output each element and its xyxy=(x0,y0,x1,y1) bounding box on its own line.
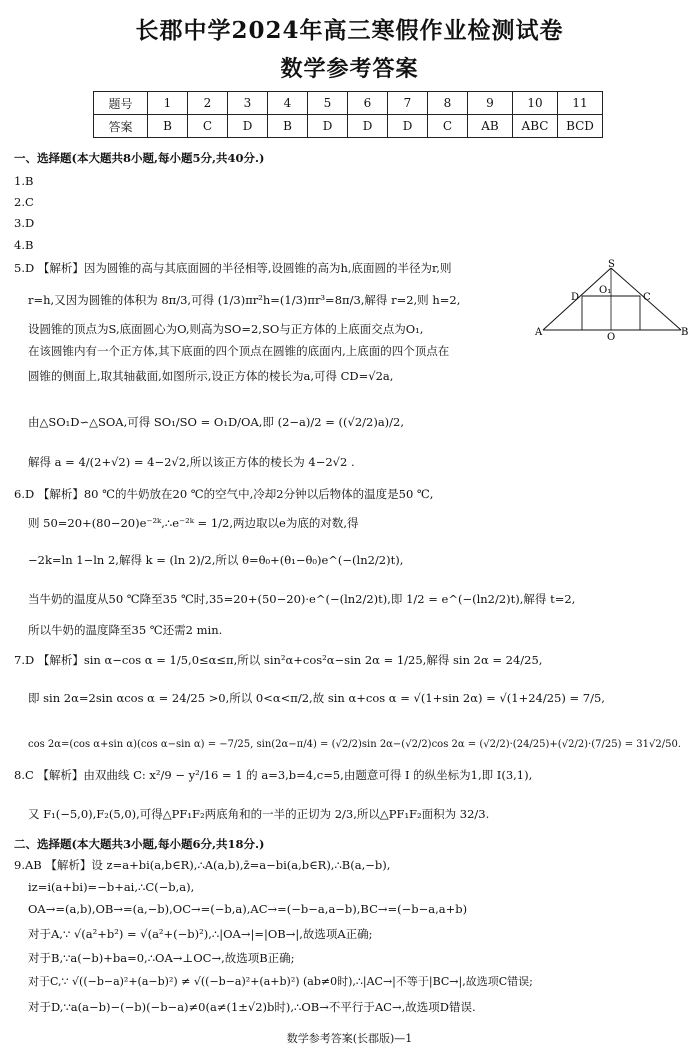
q7-line: 即 sin 2α=2sin αcos α = 24/25 >0,所以 0<α<π/2,故 sin α+cos α = √(1+sin 2α) = √(1+24/25) = 7/5, xyxy=(28,691,605,705)
table-cell: 10 xyxy=(513,92,558,115)
table-cell: C xyxy=(428,115,468,138)
table-header-cell: 答案 xyxy=(94,115,148,138)
q5-line: 由△SO₁D∽△SOA,可得 SO₁/SO = O₁D/OA,即 (2−a)/2 = ((√2/2)a)/2, xyxy=(28,415,405,429)
answer-table xyxy=(93,91,603,138)
table-cell: 11 xyxy=(558,92,603,115)
q9-line: OA→=(a,b),OB→=(a,−b),OC→=(−b,a),AC→=(−b−a,a−b),BC→=(−b−a,a+b) xyxy=(28,902,468,916)
table-cell: D xyxy=(308,115,348,138)
q7-line: 7.D 【解析】sin α−cos α = 1/5,0≤α≤π,所以 sin²α+cos²α−sin 2α = 1/25,解得 sin 2α = 24/25, xyxy=(14,653,543,667)
table-cell: ABC xyxy=(513,115,558,138)
vertex-label-s: S xyxy=(608,259,615,270)
table-cell: 5 xyxy=(308,92,348,115)
q9-line: 对于B,∵a(−b)+ba=0,∴OA→⊥OC→,故选项B正确; xyxy=(28,951,295,965)
q9-line: 对于A,∵ √(a²+b²) = √(a²+(−b)²),∴|OA→|=|OB→|,故选项A正确; xyxy=(28,927,373,941)
cone-cross-section-figure xyxy=(535,258,695,342)
vertex-label-b: B xyxy=(681,327,689,338)
section-heading-1: 一、选择题(本大题共8小题,每小题5分,共40分.) xyxy=(14,151,265,165)
answer-1: 1.B xyxy=(14,174,34,188)
table-cell: AB xyxy=(468,115,513,138)
table-cell: 8 xyxy=(428,92,468,115)
table-cell: 2 xyxy=(188,92,228,115)
table-header-cell: 题号 xyxy=(94,92,148,115)
table-cell: D xyxy=(348,115,388,138)
vertex-label-d: D xyxy=(571,292,580,303)
q5-line: 解得 a = 4/(2+√2) = 4−2√2,所以该正方体的棱长为 4−2√2 . xyxy=(28,455,355,469)
page-subtitle: 数学参考答案 xyxy=(280,56,419,82)
q6-line: 所以牛奶的温度降至35 ℃还需2 min. xyxy=(28,623,223,637)
table-cell: D xyxy=(388,115,428,138)
table-cell: B xyxy=(268,115,308,138)
q6-line: −2k=ln 1−ln 2,解得 k = (ln 2)/2,所以 θ=θ₀+(θ₁−θ₀)e^(−(ln2/2)t), xyxy=(28,553,404,567)
answer-4: 4.B xyxy=(14,238,34,252)
q5-line: 设圆锥的顶点为S,底面圆心为O,则高为SO=2,SO与正方体的上底面交点为O₁, xyxy=(28,322,424,336)
vertex-label-o: O xyxy=(607,332,616,342)
table-cell: B xyxy=(148,115,188,138)
table-cell: 1 xyxy=(148,92,188,115)
q5-line: 5.D 【解析】因为圆锥的高与其底面圆的半径相等,设圆锥的高为h,底面圆的半径为r,则 xyxy=(14,261,452,275)
table-cell: 7 xyxy=(388,92,428,115)
table-row-answers xyxy=(94,115,603,138)
answer-3: 3.D xyxy=(14,216,35,230)
table-cell: BCD xyxy=(558,115,603,138)
table-cell: 6 xyxy=(348,92,388,115)
q9-line: 对于C,∵ √((−b−a)²+(a−b)²) ≠ √((−b−a)²+(a+b)²) (ab≠0时),∴|AC→|不等于|BC→|,故选项C错误; xyxy=(28,975,533,988)
q8-line: 8.C 【解析】由双曲线 C: x²/9 − y²/16 = 1 的 a=3,b=4,c=5,由题意可得 I 的纵坐标为1,即 I(3,1), xyxy=(14,768,533,782)
section-heading-2: 二、选择题(本大题共3小题,每小题6分,共18分.) xyxy=(14,837,265,851)
q6-line: 6.D 【解析】80 ℃的牛奶放在20 ℃的空气中,冷却2分钟以后物体的温度是50 ℃, xyxy=(14,487,434,501)
table-row-numbers xyxy=(94,92,603,115)
table-cell: 9 xyxy=(468,92,513,115)
q7-line: cos 2α=(cos α+sin α)(cos α−sin α) = −7/25, sin(2α−π/4) = (√2/2)sin 2α−(√2/2)cos 2α = (√2/2)·(24/25)+(√2/2)·(7/25) = 31√2/50. xyxy=(28,739,681,750)
q8-line: 又 F₁(−5,0),F₂(5,0),可得△PF₁F₂两底角和的一半的正切为 2/3,所以△PF₁F₂面积为 32/3. xyxy=(28,807,490,821)
vertex-label-a: A xyxy=(535,327,543,338)
q9-line: 对于D,∵a(a−b)−(−b)(−b−a)≠0(a≠(1±√2)b时),∴OB→不平行于AC→,故选项D错误. xyxy=(28,1000,476,1014)
answer-2: 2.C xyxy=(14,195,34,209)
table-cell: C xyxy=(188,115,228,138)
page-footer: 数学参考答案(长郡版)—1 xyxy=(286,1032,413,1045)
vertex-label-o1: O₁ xyxy=(599,285,612,296)
page-title: 长郡中学2024年高三寒假作业检测试卷 xyxy=(135,17,564,44)
q6-line: 则 50=20+(80−20)e⁻²ᵏ,∴e⁻²ᵏ = 1/2,两边取以e为底的对数,得 xyxy=(28,516,359,530)
table-cell: 3 xyxy=(228,92,268,115)
q5-line: 圆锥的侧面上,取其轴截面,如图所示,设正方体的棱长为a,可得 CD=√2a, xyxy=(28,369,394,383)
table-cell: 4 xyxy=(268,92,308,115)
q5-line: r=h,又因为圆锥的体积为 8π/3,可得 (1/3)πr²h=(1/3)πr³=8π/3,解得 r=2,则 h=2, xyxy=(28,293,461,307)
q5-line: 在该圆锥内有一个正方体,其下底面的四个顶点在圆锥的底面内,上底面的四个顶点在 xyxy=(28,344,450,358)
q9-line: iz=i(a+bi)=−b+ai,∴C(−b,a), xyxy=(28,880,195,894)
vertex-label-c: C xyxy=(643,292,651,303)
q6-line: 当牛奶的温度从50 ℃降至35 ℃时,35=20+(50−20)·e^(−(ln2/2)t),即 1/2 = e^(−(ln2/2)t),解得 t=2, xyxy=(28,592,576,606)
q9-line: 9.AB 【解析】设 z=a+bi(a,b∈R),∴A(a,b),z̄=a−bi(a,b∈R),∴B(a,−b), xyxy=(14,858,391,872)
table-cell: D xyxy=(228,115,268,138)
